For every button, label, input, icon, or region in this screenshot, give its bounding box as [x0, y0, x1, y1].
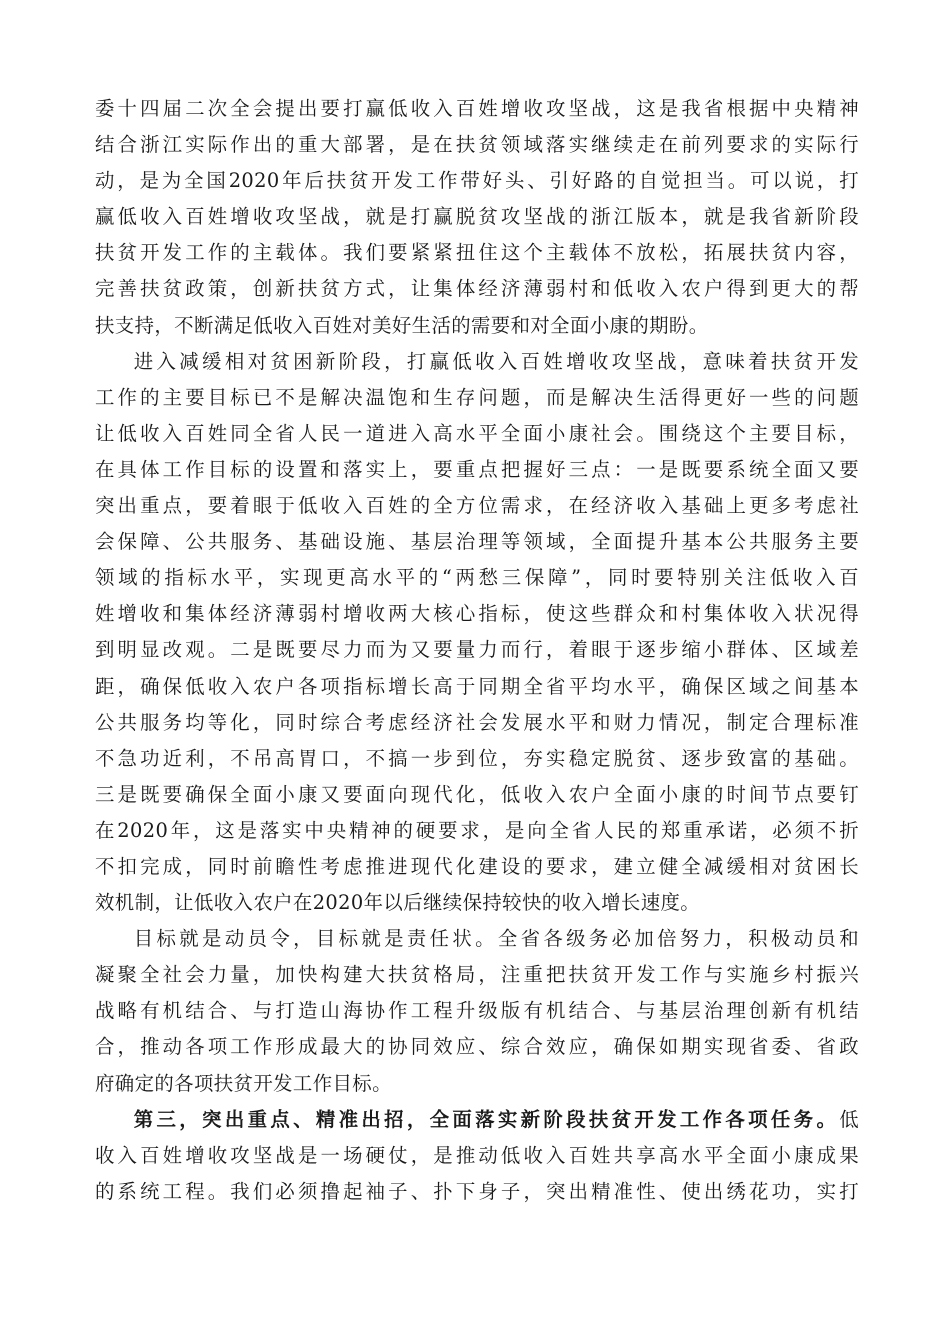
- paragraph: [95, 1102, 859, 1210]
- text-line: 在2020年，这是落实中央精神的硬要求，是向全省人民的郑重承诺，必须不折: [95, 818, 859, 842]
- text-line: 会保障、公共服务、基础设施、基层治理等领域，全面提升基本公共服务主要: [95, 530, 859, 554]
- text-line: 姓增收和集体经济薄弱村增收两大核心指标，使这些群众和村集体收入状况得: [95, 602, 859, 626]
- text-line: 完善扶贫政策，创新扶贫方式，让集体经济薄弱村和低收入农户得到更大的帮: [95, 277, 859, 301]
- text-line: 三是既要确保全面小康又要面向现代化，低收入农户全面小康的时间节点要钉: [95, 782, 859, 806]
- text-line: 动，是为全国2020年后扶贫开发工作带好头、引好路的自觉担当。可以说，打: [95, 169, 859, 193]
- text-line: 凝聚全社会力量，加快构建大扶贫格局，注重把扶贫开发工作与实施乡村振兴: [95, 963, 859, 987]
- text-line: 赢低收入百姓增收攻坚战，就是打赢脱贫攻坚战的浙江版本，就是我省新阶段: [95, 205, 859, 229]
- text-line: 在具体工作目标的设置和落实上，要重点把握好三点：一是既要系统全面又要: [95, 457, 859, 481]
- text-line: 到明显改观。二是既要尽力而为又要量力而行，着眼于逐步缩小群体、区域差: [95, 638, 859, 662]
- text-line: 让低收入百姓同全省人民一道进入高水平全面小康社会。围绕这个主要目标，: [95, 421, 859, 445]
- text-line: 不扣完成，同时前瞻性考虑推进现代化建设的要求，建立健全减缓相对贫困长: [95, 854, 859, 878]
- text-line: 收入百姓增收攻坚战是一场硬仗，是推动低收入百姓共享高水平全面小康成果: [95, 1143, 859, 1167]
- text-line: 公共服务均等化，同时综合考虑经济社会发展水平和财力情况，制定合理标准: [95, 710, 859, 734]
- text-line: 距，确保低收入农户各项指标增长高于同期全省平均水平，确保区域之间基本: [95, 674, 859, 698]
- text-line: 合，推动各项工作形成最大的协同效应、综合效应，确保如期实现省委、省政: [95, 1035, 859, 1059]
- text-line: 府确定的各项扶贫开发工作目标。: [95, 1071, 392, 1095]
- text-line: 效机制，让低收入农户在2020年以后继续保持较快的收入增长速度。: [95, 891, 701, 915]
- text-line: 突出重点，要着眼于低收入百姓的全方位需求，在经济收入基础上更多考虑社: [95, 494, 859, 518]
- text-line: 工作的主要目标已不是解决温饱和生存问题，而是解决生活得更好一些的问题: [95, 385, 859, 409]
- paragraph: [95, 91, 859, 344]
- heading-tail: 低: [839, 1107, 859, 1131]
- text-line: 的系统工程。我们必须撸起袖子、扑下身子，突出精准性、使出绣花功，实打: [95, 1179, 859, 1203]
- text-line: 扶贫开发工作的主载体。我们要紧紧扭住这个主载体不放松，拓展扶贫内容，: [95, 241, 859, 265]
- text-line: 目标就是动员令，目标就是责任状。全省各级务必加倍努力，积极动员和: [133, 927, 859, 951]
- paragraph: [95, 921, 859, 1101]
- text-line: 扶支持，不断满足低收入百姓对美好生活的需要和对全面小康的期盼。: [95, 313, 709, 337]
- text-line: 不急功近利，不吊高胃口，不搞一步到位，夯实稳定脱贫、逐步致富的基础。: [95, 746, 859, 770]
- section-heading: 第三，突出重点、精准出招，全面落实新阶段扶贫开发工作各项任务。: [133, 1107, 840, 1131]
- document-body: [95, 91, 859, 1210]
- text-line: 领域的指标水平，实现更高水平的“两愁三保障”，同时要特别关注低收入百: [95, 566, 859, 590]
- paragraph: [95, 344, 859, 922]
- text-line: [95, 1102, 859, 1138]
- text-line: 结合浙江实际作出的重大部署，是在扶贫领域落实继续走在前列要求的实际行: [95, 133, 859, 157]
- text-line: 进入减缓相对贫困新阶段，打赢低收入百姓增收攻坚战，意味着扶贫开发: [133, 349, 859, 373]
- text-line: 战略有机结合、与打造山海协作工程升级版有机结合、与基层治理创新有机结: [95, 999, 859, 1023]
- text-line: 委十四届二次全会提出要打赢低收入百姓增收攻坚战，这是我省根据中央精神: [95, 97, 859, 120]
